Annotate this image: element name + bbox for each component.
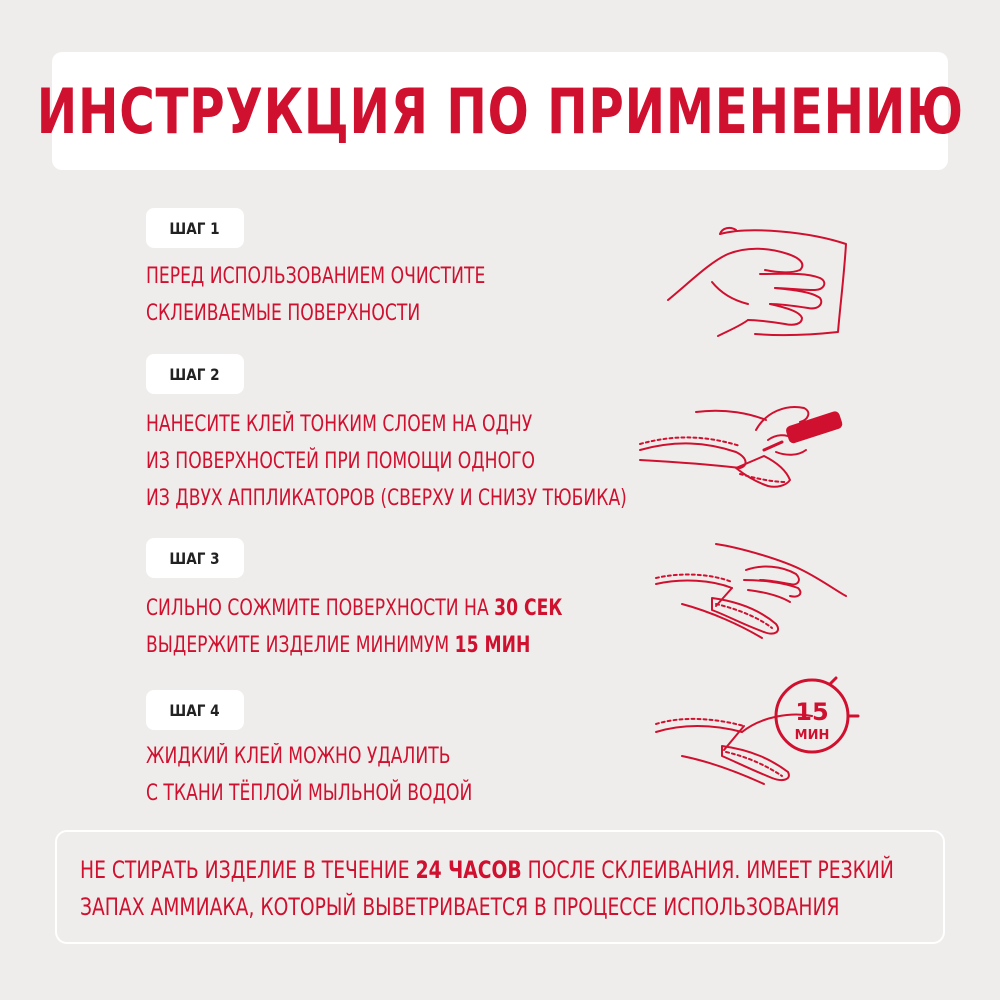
step-3-duration-hold: 15 МИН: [454, 633, 531, 658]
step-1-label-text: ШАГ 1: [169, 218, 221, 238]
step-3-label: [146, 538, 244, 578]
timer-unit: МИН: [794, 728, 830, 743]
step-3-label-text: ШАГ 3: [169, 548, 221, 568]
step-3-line-1: [146, 590, 562, 627]
warning-note-text: [80, 852, 894, 926]
note-line-1: [80, 852, 894, 889]
step-4-label-text: ШАГ 4: [169, 700, 221, 720]
step-1-text: [146, 258, 485, 332]
step-2-label-text: ШАГ 2: [169, 364, 221, 384]
step-2-line-1: НАНЕСИТЕ КЛЕЙ ТОНКИМ СЛОЕМ НА ОДНУ: [146, 412, 533, 437]
step-2-text: [146, 406, 627, 517]
step-2-line-2: ИЗ ПОВЕРХНОСТЕЙ ПРИ ПОМОЩИ ОДНОГО: [146, 449, 536, 474]
step-4-line-1: ЖИДКИЙ КЛЕЙ МОЖНО УДАЛИТЬ: [146, 744, 451, 769]
step-1-line-2: СКЛЕИВАЕМЫЕ ПОВЕРХНОСТИ: [146, 301, 421, 326]
step-4-line-2: С ТКАНИ ТЁПЛОЙ МЫЛЬНОЙ ВОДОЙ: [146, 781, 473, 806]
hand-applying-glue-tube-icon: [636, 390, 856, 500]
step-1-label: [146, 208, 244, 248]
timer-value: 15: [795, 698, 829, 726]
note-duration: 24 ЧАСОВ: [415, 856, 522, 884]
note-line-1-suffix: ПОСЛЕ СКЛЕИВАНИЯ. ИМЕЕТ РЕЗКИЙ: [521, 856, 894, 884]
title-banner: [36, 52, 964, 170]
note-line-1-prefix: НЕ СТИРАТЬ ИЗДЕЛИЕ В ТЕЧЕНИЕ: [80, 856, 416, 884]
glued-fabric-timer-icon: [652, 676, 864, 788]
step-3-text: [146, 590, 562, 664]
step-3-line-2: [146, 627, 562, 664]
step-4-text: [146, 738, 472, 812]
step-3-duration-press: 30 СЕК: [494, 596, 563, 621]
hand-pressing-fabric-icon: [652, 540, 852, 644]
step-4-label: [146, 690, 244, 730]
step-2-label: [146, 354, 244, 394]
page-title: ИНСТРУКЦИЯ ПО ПРИМЕНЕНИЮ: [36, 74, 964, 148]
step-2-line-3: ИЗ ДВУХ АППЛИКАТОРОВ (СВЕРХУ И СНИЗУ ТЮБИКА): [146, 486, 627, 511]
step-1-line-1: ПЕРЕД ИСПОЛЬЗОВАНИЕМ ОЧИСТИТЕ: [146, 264, 486, 289]
step-3-line-1-text: СИЛЬНО СОЖМИТЕ ПОВЕРХНОСТИ НА: [146, 596, 495, 621]
hand-wiping-cloth-icon: [660, 222, 860, 347]
step-3-line-2-text: ВЫДЕРЖИТЕ ИЗДЕЛИЕ МИНИМУМ: [146, 633, 455, 658]
note-line-2: ЗАПАХ АММИАКА, КОТОРЫЙ ВЫВЕТРИВАЕТСЯ В ПРОЦЕССЕ ИСПОЛЬЗОВАНИЯ: [80, 893, 840, 921]
